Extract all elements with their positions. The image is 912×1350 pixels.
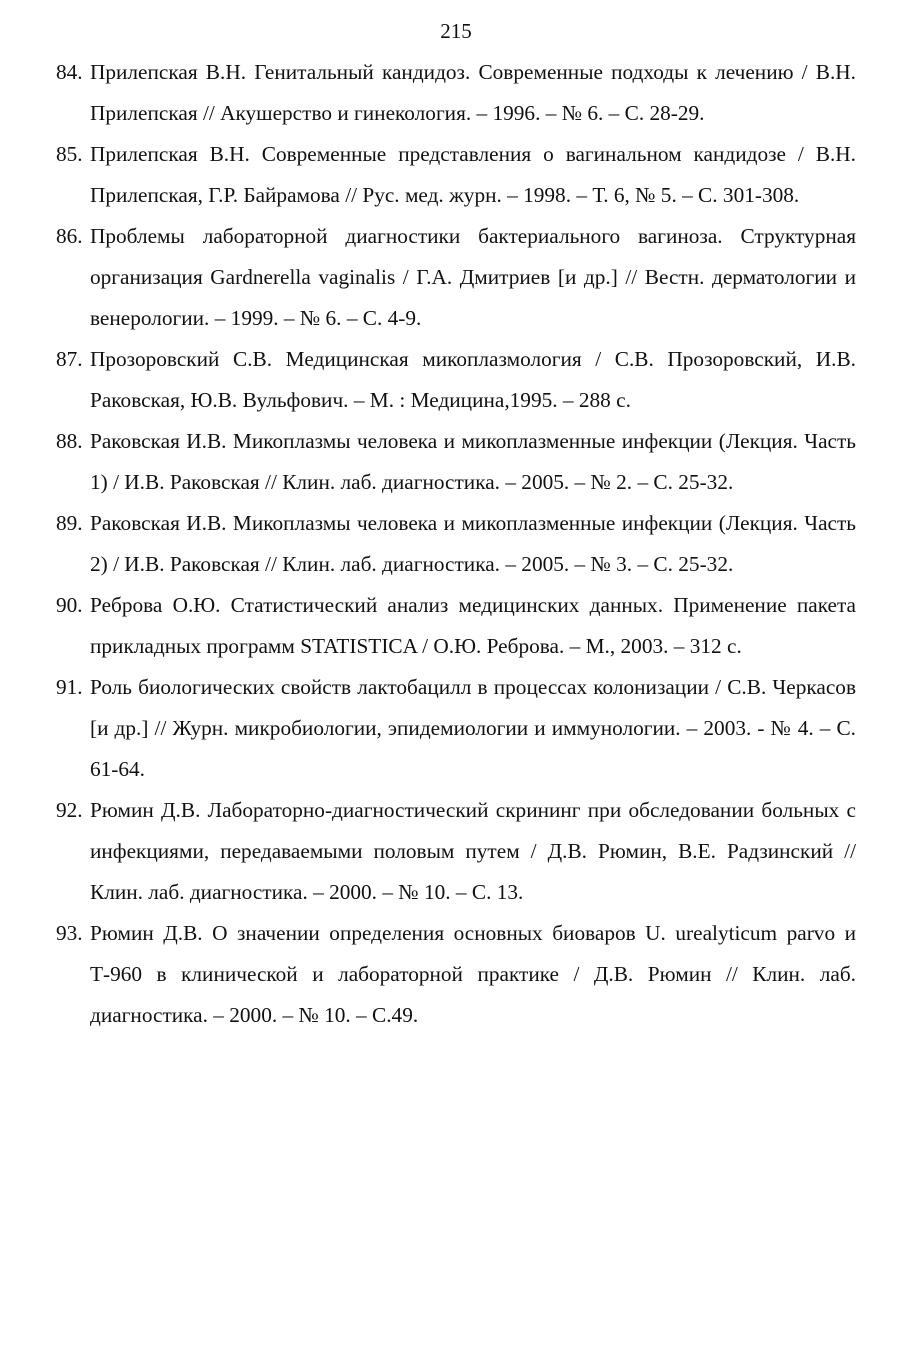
reference-text: Прилепская В.Н. Генитальный кандидоз. Современные подходы к лечению / В.Н. Прилепская // Акушерство и гинекология. – 1996. – № 6. – С. 28-29.: [90, 60, 856, 125]
reference-item: [56, 134, 856, 216]
reference-text: Рюмин Д.В. Лабораторно-диагностический скрининг при обследовании больных с инфекциями, передаваемыми половым путем / Д.В. Рюмин, В.Е. Радзинский // Клин. лаб. диагностика. – 2000. – № 10. – С. 13.: [90, 798, 856, 904]
reference-item: [56, 421, 856, 503]
reference-text: Прилепская В.Н. Современные представления о вагинальном кандидозе / В.Н. Прилепская, Г.Р. Байрамова // Рус. мед. журн. – 1998. – Т. 6, № 5. – С. 301-308.: [90, 142, 856, 207]
reference-number: 86.: [56, 224, 83, 248]
reference-text: Реброва О.Ю. Статистический анализ медицинских данных. Применение пакета прикладных программ STATISTICA / О.Ю. Реброва. – М., 2003. – 312 с.: [90, 593, 856, 658]
reference-list: [56, 52, 856, 1036]
reference-text: Проблемы лабораторной диагностики бактериального вагиноза. Структурная организация Gardnerella vaginalis / Г.А. Дмитриев [и др.] // Вестн. дерматологии и венерологии. – 1999. – № 6. – С. 4-9.: [90, 224, 856, 330]
reference-item: [56, 790, 856, 913]
reference-item: [56, 52, 856, 134]
reference-number: 90.: [56, 593, 83, 617]
reference-item: [56, 585, 856, 667]
reference-number: 88.: [56, 429, 83, 453]
reference-number: 87.: [56, 347, 83, 371]
reference-text: Рюмин Д.В. О значении определения основных биоваров U. urealyticum parvo и Т-960 в клинической и лабораторной практике / Д.В. Рюмин // Клин. лаб. диагностика. – 2000. – № 10. – С.49.: [90, 921, 856, 1027]
reference-number: 92.: [56, 798, 83, 822]
reference-number: 89.: [56, 511, 83, 535]
reference-item: [56, 216, 856, 339]
reference-item: [56, 913, 856, 1036]
reference-text: Раковская И.В. Микоплазмы человека и микоплазменные инфекции (Лекция. Часть 1) / И.В. Раковская // Клин. лаб. диагностика. – 2005. – № 2. – С. 25-32.: [90, 429, 856, 494]
reference-text: Роль биологических свойств лактобацилл в процессах колонизации / С.В. Черкасов [и др.] // Журн. микробиологии, эпидемиологии и иммунологии. – 2003. - № 4. – С. 61-64.: [90, 675, 856, 781]
reference-text: Раковская И.В. Микоплазмы человека и микоплазменные инфекции (Лекция. Часть 2) / И.В. Раковская // Клин. лаб. диагностика. – 2005. – № 3. – С. 25-32.: [90, 511, 856, 576]
reference-number: 84.: [56, 60, 83, 84]
page-number: 215: [440, 19, 472, 43]
reference-item: [56, 503, 856, 585]
reference-number: 91.: [56, 675, 83, 699]
reference-number: 85.: [56, 142, 83, 166]
reference-item: [56, 667, 856, 790]
reference-number: 93.: [56, 921, 83, 945]
reference-item: [56, 339, 856, 421]
reference-text: Прозоровский С.В. Медицинская микоплазмология / С.В. Прозоровский, И.В. Раковская, Ю.В. Вульфович. – М. : Медицина,1995. – 288 с.: [90, 347, 856, 412]
